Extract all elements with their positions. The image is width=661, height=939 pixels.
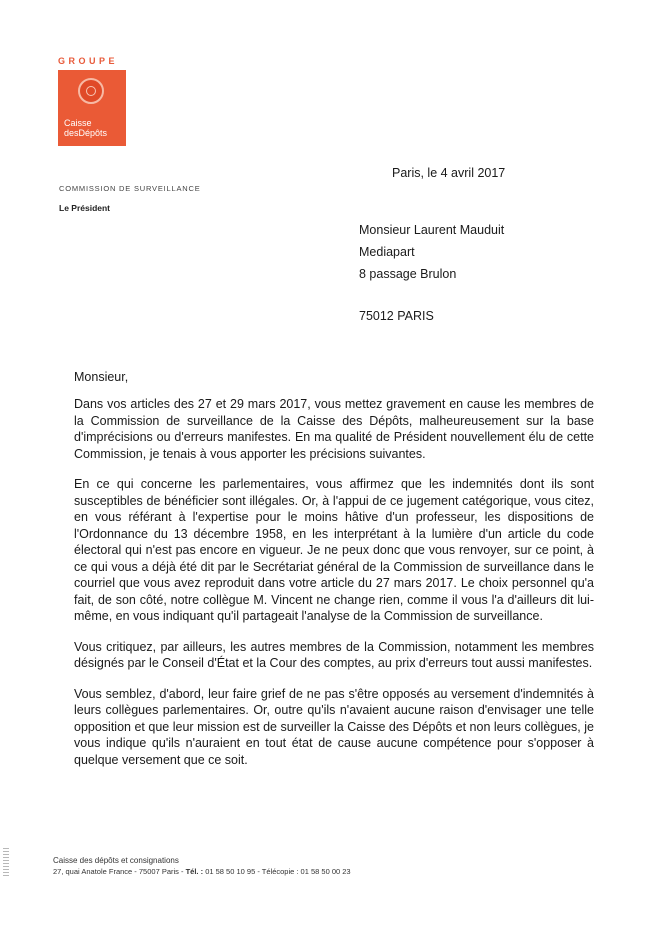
footer [53, 855, 351, 877]
footer-contact [53, 866, 351, 877]
circular-seal-icon [78, 78, 104, 104]
logo-box [58, 70, 126, 146]
logo-brand-line1: Caisse [64, 118, 92, 128]
logo-brand-text [64, 118, 107, 138]
sender-department: COMMISSION DE SURVEILLANCE [59, 184, 201, 193]
paragraph: Vous semblez, d'abord, leur faire grief de ne pas s'être opposés au versement d'indemnités à leurs collègues parlementaires. Or, outre qu'ils n'avaient aucune raison d'envisager une telle opposition et que leur mission est de surveiller la Caisse des Dépôts et non leurs collègues, je vous indique qu'ils n'auraient en tout état de cause aucune compétence pour s'opposer à quelque versement que ce soit. [74, 686, 594, 767]
footer-tel: 01 58 50 10 95 - Télécopie : 01 58 50 00 23 [203, 867, 351, 876]
recipient-name: Monsieur Laurent Mauduit [359, 223, 505, 237]
logo-groupe-label: GROUPE [58, 56, 119, 66]
footer-tel-label: Tél. : [185, 867, 204, 876]
footer-address: 27, quai Anatole France - 75007 Paris - [53, 867, 186, 876]
recipient-organization: Mediapart [359, 245, 415, 259]
logo [58, 56, 128, 146]
place-date: Paris, le 4 avril 2017 [392, 166, 506, 180]
recipient-city: 75012 PARIS [359, 309, 434, 323]
letter-body [74, 396, 594, 782]
paragraph: Dans vos articles des 27 et 29 mars 2017, vous mettez gravement en cause les membres de la Commission de surveillance de la Caisse des Dépôts, malheureusement sur la base d'imprécisions ou d'erreurs manifestes. En ma qualité de Président nouvellement élu de cette Commission, je tenais à vous apporter les précisions suivantes. [74, 397, 594, 461]
footer-institution: Caisse des dépôts et consignations [53, 856, 179, 865]
sender-title: Le Président [59, 203, 111, 213]
salutation: Monsieur, [74, 370, 129, 384]
paragraph: En ce qui concerne les parlementaires, vous affirmez que les indemnités dont ils sont susceptibles de bénéficier sont illégales. Or, à l'appui de ce jugement catégorique, vous citez, en vous référant à l'expertise pour le moins hâtive d'un professeur, les dispositions de l'Ordonnance du 13 décembre 1958, en les interprétant à la lumière d'un article du code électoral qui n'est pas encore en vigueur. Je ne peux donc que vous renvoyer, sur ce point, à ce qui vous a déjà été dit par le Secrétariat général de la Commission de surveillance dans le courriel que vous avez reproduit dans votre article du 27 mars 2017. Le choix personnel qu'a fait, de son côté, notre collègue M. Vincent ne change rien, comme il vous l'a d'ailleurs dit lui-même, en vous indiquant qu'il partageait l'analyse de la Commission de surveillance. [74, 477, 594, 623]
recipient-street: 8 passage Brulon [359, 267, 457, 281]
recipient-address [359, 219, 504, 327]
document-reference-marks [3, 848, 9, 878]
paragraph: Vous critiquez, par ailleurs, les autres membres de la Commission, notamment les membres désignés par le Conseil d'État et la Cour des comptes, au prix d'erreurs tout aussi manifestes. [74, 639, 594, 670]
logo-brand-line2: desDépôts [64, 128, 108, 138]
